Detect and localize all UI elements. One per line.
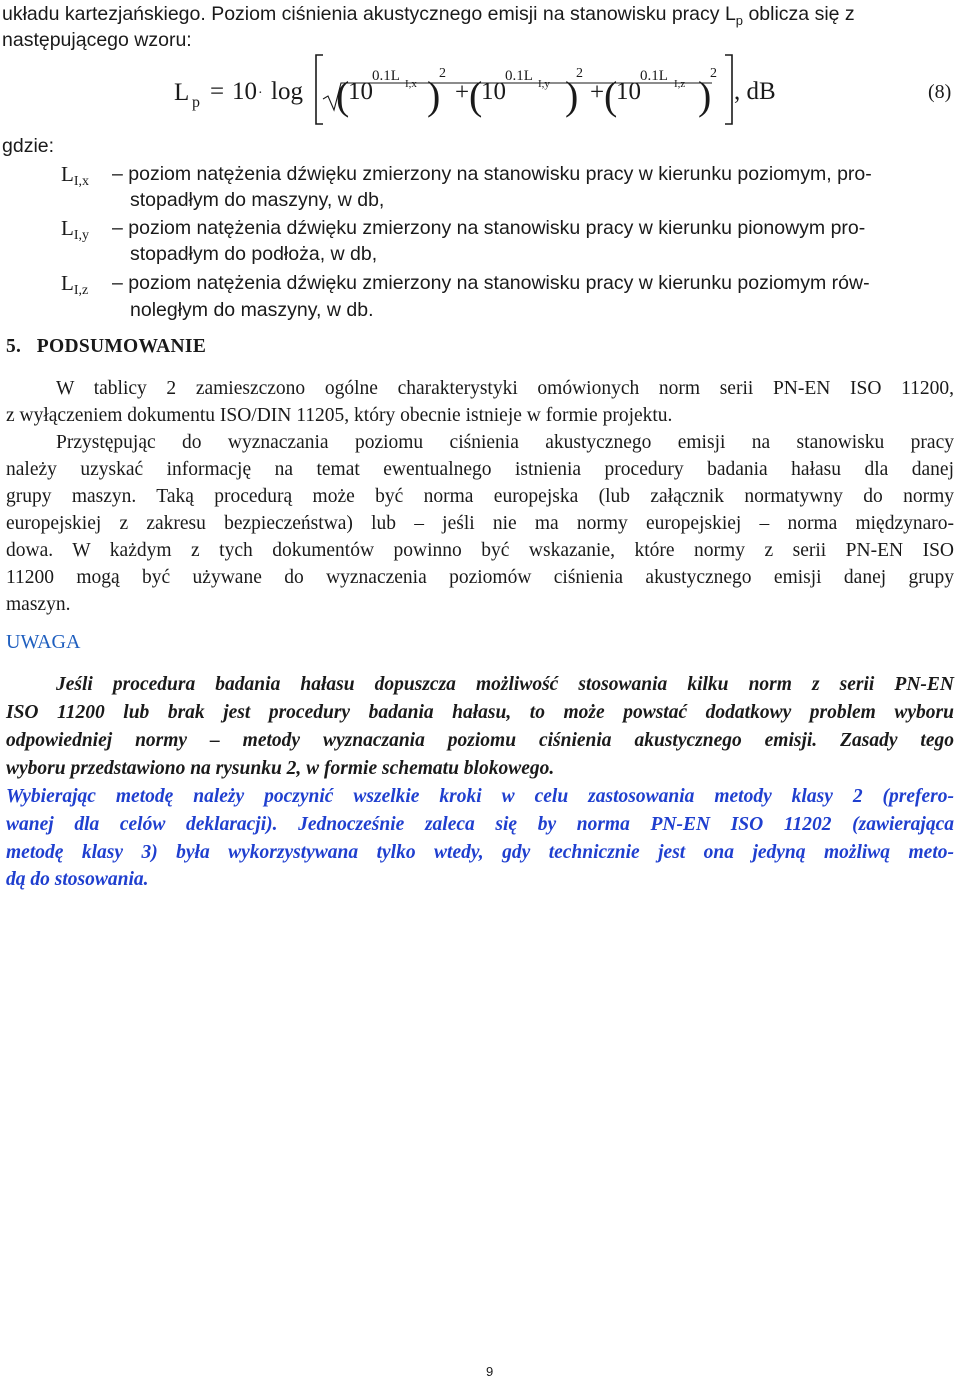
def-y-line2: stopadłym do podłoża, w db, bbox=[130, 243, 378, 265]
power-3: 2 bbox=[710, 66, 717, 81]
formula-dot: · bbox=[258, 86, 263, 101]
power-1: 2 bbox=[439, 66, 446, 81]
exp-sub-1: I,x bbox=[405, 78, 417, 90]
exp-sub-3: I,z bbox=[674, 78, 686, 90]
paragraph-2-line-3: grupy maszyn. Taką procedurą może być norma europejska (lub załącznik normatywny do normy bbox=[6, 486, 954, 507]
paragraph-2-line-6: 11200 mogą być używane do wyznaczenia poziomów ciśnienia akustycznego emisji danej grupy bbox=[6, 567, 954, 588]
section-heading bbox=[6, 336, 206, 358]
def-x-line2: stopadłym do maszyny, w db, bbox=[130, 189, 385, 211]
formula-lhs: L bbox=[174, 79, 190, 106]
formula-unit: , dB bbox=[734, 78, 776, 105]
intro-text: układu kartezjańskiego. Poziom ciśnienia akustycznego emisji na stanowisku pracy L bbox=[2, 3, 736, 25]
note-line-4: wyboru przedstawiono na rysunku 2, w formie schematu blokowego. bbox=[6, 758, 555, 779]
paren-close-2: ) bbox=[565, 73, 579, 118]
paragraph-2-line-7: maszyn. bbox=[6, 594, 71, 615]
paragraph-2-line-5: dowa. W każdym z tych dokumentów powinno być wskazanie, które normy z serii PN-EN ISO bbox=[6, 540, 954, 561]
formula-number: (8) bbox=[928, 81, 952, 103]
plus-2: + bbox=[590, 79, 605, 106]
paragraph-1-line-1: W tablicy 2 zamieszczono ogólne charakterystyki omówionych norm serii PN-EN ISO 11200, bbox=[56, 378, 954, 399]
paren-open-3: ( bbox=[604, 73, 618, 118]
intro-subscript: p bbox=[735, 12, 744, 28]
def-y-line1: – poziom natężenia dźwięku zmierzony na stanowisku pracy w kierunku pionowym pro- bbox=[112, 217, 866, 239]
power-2: 2 bbox=[576, 66, 583, 81]
paren-close-1: ) bbox=[427, 73, 441, 118]
formula-ten: 10 bbox=[232, 78, 257, 105]
exp-3: 0.1L bbox=[640, 68, 668, 84]
def-x-line1: – poziom natężenia dźwięku zmierzony na stanowisku pracy w kierunku poziomym, pro- bbox=[112, 163, 872, 185]
note-blue-line-2: wanej dla celów deklaracji). Jednocześnie zaleca się by norma PN-EN ISO 11202 (zawierająca bbox=[6, 814, 954, 835]
base-3: 10 bbox=[616, 78, 641, 105]
note-label: UWAGA bbox=[6, 631, 81, 653]
def-z-line2: noległym do maszyny, w db. bbox=[130, 299, 374, 321]
formula-equals: = bbox=[210, 78, 225, 105]
note-line-1: Jeśli procedura badania hałasu dopuszcza możliwość stosowania kilku norm z serii PN-EN bbox=[56, 674, 954, 695]
sqrt-sign bbox=[323, 83, 712, 110]
intro-line-2: następującego wzoru: bbox=[2, 29, 192, 51]
def-symbol-z: $L_{I,z}$ bbox=[61, 271, 89, 298]
paren-open-1: ( bbox=[336, 73, 350, 118]
paragraph-2-line-4: europejskiej z zakresu bezpieczeństwa) lub – jeśli nie ma normy europejskiej – norma międzynaro- bbox=[6, 513, 954, 534]
formula-8 bbox=[0, 50, 960, 130]
note-blue-line-4: dą do stosowania. bbox=[6, 869, 149, 890]
formula-log: log bbox=[271, 78, 303, 105]
intro-text-end: oblicza się z bbox=[743, 3, 855, 25]
paragraph-1-line-2: z wyłączeniem dokumentu ISO/DIN 11205, który obecnie istnieje w formie projektu. bbox=[6, 405, 673, 426]
page-number: 9 bbox=[486, 1364, 494, 1379]
paragraph-2-line-2: należy uzyskać informację na temat ewentualnego istnienia procedury badania hałasu dla danej bbox=[6, 459, 954, 480]
paren-open-2: ( bbox=[469, 73, 483, 118]
section-number: 5. bbox=[6, 336, 22, 357]
base-2: 10 bbox=[481, 78, 506, 105]
plus-1: + bbox=[455, 79, 470, 106]
paragraph-2-line-1: Przystępując do wyznaczania poziomu ciśnienia akustycznego emisji na stanowisku pracy bbox=[56, 432, 954, 453]
note-blue-line-1: Wybierając metodę należy poczynić wszelkie kroki w celu zastosowania metody klasy 2 (prefero- bbox=[6, 786, 954, 807]
base-1: 10 bbox=[348, 78, 373, 105]
formula-lhs-sub: p bbox=[192, 94, 200, 111]
def-symbol-x: $L_{I,x}$ bbox=[61, 162, 89, 189]
exp-2: 0.1L bbox=[505, 68, 533, 84]
note-line-3: odpowiedniej normy – metody wyznaczania poziomu ciśnienia akustycznego emisji. Zasady tego bbox=[6, 730, 954, 751]
note-line-2: ISO 11200 lub brak jest procedury badania hałasu, to może powstać dodatkowy problem wyboru bbox=[6, 702, 954, 723]
exp-1: 0.1L bbox=[372, 68, 400, 84]
note-blue-line-3: metodę klasy 3) była wykorzystywana tylko wtedy, gdy technicznie jest ona jedyną możliwą meto- bbox=[6, 842, 954, 863]
paren-close-3: ) bbox=[698, 73, 712, 118]
exp-sub-2: I,y bbox=[538, 78, 550, 90]
section-title: PODSUMOWANIE bbox=[36, 336, 207, 357]
def-symbol-y: $L_{I,y}$ bbox=[61, 216, 89, 243]
definitions-intro: gdzie: bbox=[2, 135, 55, 157]
def-z-line1: – poziom natężenia dźwięku zmierzony na stanowisku pracy w kierunku poziomym rów- bbox=[112, 272, 870, 294]
